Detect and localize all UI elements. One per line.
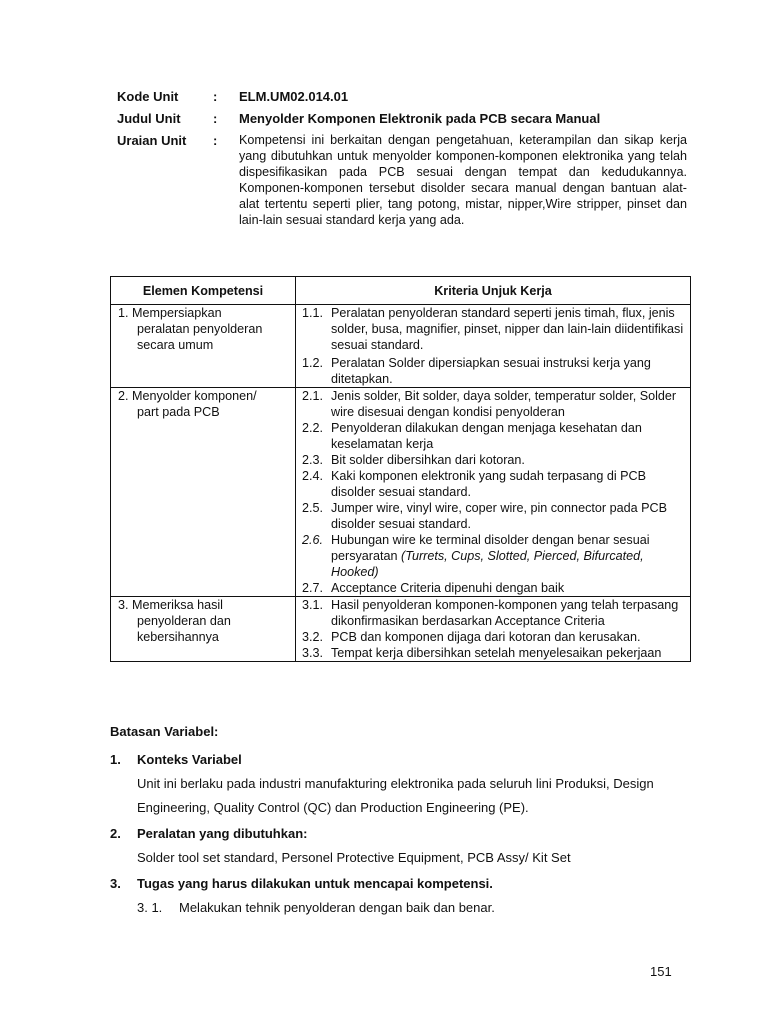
batasan-body: Solder tool set standard, Personel Protective Equipment, PCB Assy/ Kit Set — [137, 850, 571, 865]
elemen-text-cont: penyolderan dan kebersihannya — [137, 614, 231, 644]
table-row — [111, 305, 691, 388]
kriteria-item — [302, 355, 684, 387]
elemen-text: Mempersiapkan — [132, 306, 222, 320]
kriteria-num: 2.1. — [302, 389, 324, 403]
kriteria-text: Bit solder dibersihkan dari kotoran. — [331, 453, 525, 467]
kriteria-num: 2.4. — [302, 469, 324, 483]
elemen-text-cont: peralatan penyolderan secara umum — [137, 322, 263, 352]
kriteria-num: 2.3. — [302, 453, 324, 467]
elemen-cell — [111, 388, 296, 597]
kriteria-num: 2.5. — [302, 501, 324, 515]
kriteria-item — [302, 500, 684, 532]
elemen-cell — [111, 597, 296, 662]
batasan-heading: Konteks Variabel — [137, 752, 242, 767]
batasan-heading: Tugas yang harus dilakukan untuk mencapai kompetensi. — [137, 876, 493, 891]
kriteria-item — [302, 388, 684, 420]
batasan-heading: Peralatan yang dibutuhkan: — [137, 826, 308, 841]
kriteria-cell — [296, 388, 691, 597]
table-row — [111, 597, 691, 662]
kriteria-num: 3.3. — [302, 646, 324, 660]
kriteria-text: Peralatan penyolderan standard seperti jenis timah, flux, jenis solder, busa, magnifier, pinset, nipper dan lain-lain diidentifikasi sesuai standard. — [331, 306, 684, 352]
elemen-text: Menyolder komponen/ — [132, 389, 257, 403]
colon: : — [213, 133, 218, 148]
unit-info — [117, 88, 687, 232]
elemen-text-cont: part pada PCB — [137, 405, 220, 419]
kriteria-item — [302, 452, 684, 468]
kriteria-text: Acceptance Criteria dipenuhi dengan baik — [331, 581, 565, 595]
elemen-num: 1. — [118, 306, 129, 320]
kriteria-text: Tempat kerja dibersihkan setelah menyelesaikan pekerjaan — [331, 646, 662, 660]
kriteria-num: 2.7. — [302, 581, 324, 595]
kriteria-text: Penyolderan dilakukan dengan menjaga kesehatan dan keselamatan kerja — [331, 421, 642, 451]
kriteria-text: Hubungan wire ke terminal disolder dengan benar sesuai persyaratan — [331, 533, 650, 563]
kriteria-item — [302, 645, 684, 661]
kriteria-text: PCB dan komponen dijaga dari kotoran dan kerusakan. — [331, 630, 641, 644]
kode-unit-row — [117, 88, 687, 106]
kriteria-cell — [296, 305, 691, 388]
kriteria-cell — [296, 597, 691, 662]
batasan-variabel-section — [110, 724, 670, 916]
batasan-item — [110, 826, 670, 842]
colon: : — [213, 89, 218, 104]
kriteria-text: Kaki komponen elektronik yang sudah terpasang di PCB disolder sesuai standard. — [331, 469, 647, 499]
kriteria-num: 3.1. — [302, 598, 324, 612]
batasan-title: Batasan Variabel: — [110, 724, 219, 739]
uraian-unit-row — [117, 132, 687, 228]
elemen-num: 2. — [118, 389, 129, 403]
batasan-item — [110, 752, 670, 768]
elemen-num: 3. — [118, 598, 129, 612]
kriteria-item — [302, 420, 684, 452]
kriteria-item — [302, 629, 684, 645]
kriteria-item — [302, 580, 684, 596]
kode-unit-value: ELM.UM02.014.01 — [239, 89, 349, 104]
subitem-num: 3. 1. — [137, 900, 163, 915]
competency-table — [110, 276, 691, 662]
colon: : — [213, 111, 218, 126]
judul-unit-value: Menyolder Komponen Elektronik pada PCB secara Manual — [239, 111, 601, 126]
kriteria-num: 1.2. — [302, 356, 324, 370]
kriteria-item — [302, 532, 684, 580]
header-elemen: Elemen Kompetensi — [111, 277, 296, 305]
kriteria-text: Jumper wire, vinyl wire, coper wire, pin connector pada PCB disolder sesuai standard. — [331, 501, 667, 531]
judul-unit-row — [117, 110, 687, 128]
kriteria-item — [302, 468, 684, 500]
kriteria-num: 1.1. — [302, 306, 324, 320]
batasan-num: 1. — [110, 752, 121, 767]
kriteria-item — [302, 597, 684, 629]
batasan-num: 2. — [110, 826, 121, 841]
kriteria-text: Hasil penyolderan komponen-komponen yang telah terpasang dikonfirmasikan berdasarkan Acceptance Criteria — [331, 598, 679, 628]
subitem-text: Melakukan tehnik penyolderan dengan baik dan benar. — [179, 900, 495, 915]
batasan-item — [110, 876, 670, 892]
kriteria-text-italic: (Turrets, Cups, Slotted, Pierced, Bifurcated, Hooked) — [331, 549, 644, 579]
header-kriteria: Kriteria Unjuk Kerja — [296, 277, 691, 305]
kriteria-num: 2.6. — [302, 533, 324, 547]
page-number: 151 — [650, 964, 672, 979]
kriteria-text: Jenis solder, Bit solder, daya solder, temperatur solder, Solder wire disesuai dengan kondisi penyolderan — [331, 389, 677, 419]
kriteria-text: Peralatan Solder dipersiapkan sesuai instruksi kerja yang ditetapkan. — [331, 356, 651, 386]
judul-unit-label: Judul Unit — [117, 111, 181, 126]
batasan-body: Unit ini berlaku pada industri manufakturing elektronika pada seluruh lini Produksi, Design Engineering, Quality Control (QC) dan Production Engineering (PE). — [137, 776, 654, 815]
kode-unit-label: Kode Unit — [117, 89, 179, 104]
kriteria-item — [302, 305, 684, 353]
table-row — [111, 388, 691, 597]
elemen-text: Memeriksa hasil — [132, 598, 223, 612]
uraian-unit-label: Uraian Unit — [117, 133, 187, 148]
table-header-row — [111, 277, 691, 305]
batasan-subitem — [110, 900, 670, 916]
elemen-cell — [111, 305, 296, 388]
kriteria-num: 2.2. — [302, 421, 324, 435]
uraian-unit-value: Kompetensi ini berkaitan dengan pengetahuan, keterampilan dan sikap kerja yang dibutuhkan untuk menyolder komponen-komponen elektronika yang telah dispesifikasikan pada PCB sesuai dengan tempat dan kedudukannya. Komponen-komponen tersebut disolder secara manual dengan bantuan alat-alat tertentu seperti plier, tang potong, mistar, nipper,Wire stripper, pinset dan lain-lain sesuai standard kerja yang ada. — [239, 133, 687, 227]
kriteria-num: 3.2. — [302, 630, 324, 644]
batasan-num: 3. — [110, 876, 121, 891]
